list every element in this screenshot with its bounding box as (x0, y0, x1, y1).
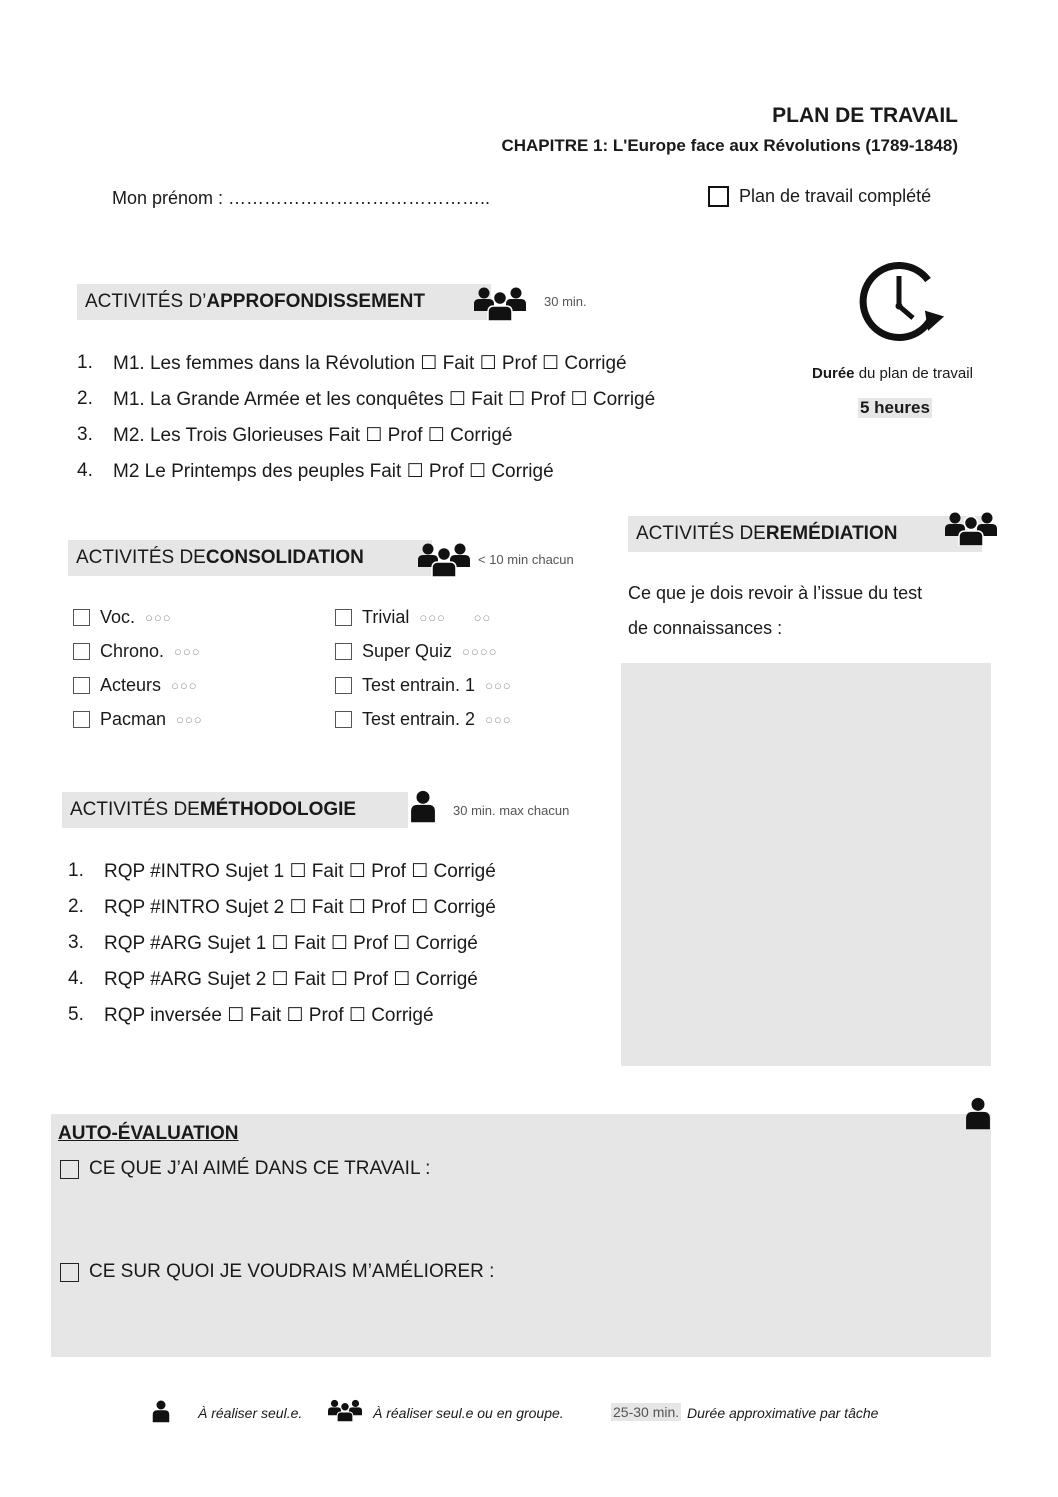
auto-evaluation-title: AUTO-ÉVALUATION (58, 1123, 239, 1144)
list-item[interactable]: 4. RQP #ARG Sujet 2 ☐ Fait ☐ Prof ☐ Corrigé (68, 968, 478, 990)
name-field-label[interactable]: Mon prénom : …………………………………….. (112, 188, 491, 208)
completed-checkbox-row[interactable] (708, 186, 931, 207)
group-icon (474, 285, 526, 321)
person-icon (152, 1399, 170, 1423)
progress-dots[interactable]: ○○○○ (462, 643, 498, 659)
list-item[interactable]: 5. RQP inversée ☐ Fait ☐ Prof ☐ Corrigé (68, 1004, 434, 1026)
activity-item[interactable]: Acteurs ○○○ (73, 668, 203, 702)
list-item[interactable]: 3. M2. Les Trois Glorieuses Fait ☐ Prof ☐ Corrigé (77, 424, 513, 446)
activity-checkbox[interactable] (335, 643, 352, 660)
auto-eval-liked-row[interactable]: CE QUE J’AI AIMÉ DANS CE TRAVAIL : (60, 1158, 430, 1180)
methodologie-heading: ACTIVITÉS DE MÉTHODOLOGIE (62, 792, 408, 828)
activity-checkbox[interactable] (73, 677, 90, 694)
remediation-answer-area[interactable] (621, 663, 991, 1066)
activity-checkbox[interactable] (335, 677, 352, 694)
consolidation-left-column (73, 600, 203, 736)
auto-evaluation-panel (51, 1114, 991, 1357)
duration-value: 5 heures (860, 398, 930, 417)
legend-group: À réaliser seul.e ou en groupe. (373, 1405, 564, 1421)
list-item[interactable]: 4. M2 Le Printemps des peuples Fait ☐ Prof ☐ Corrigé (77, 460, 554, 482)
activity-item[interactable]: Voc. ○○○ (73, 600, 203, 634)
improve-checkbox[interactable] (60, 1263, 79, 1282)
clock-icon (858, 262, 948, 344)
group-icon (944, 510, 998, 546)
activity-checkbox[interactable] (73, 609, 90, 626)
completed-checkbox[interactable] (708, 186, 729, 207)
progress-dots[interactable]: ○○○ (174, 643, 201, 659)
activity-checkbox[interactable] (73, 711, 90, 728)
consolidation-heading: ACTIVITÉS DE CONSOLIDATION (68, 540, 432, 576)
activity-checkbox[interactable] (335, 609, 352, 626)
activity-item[interactable]: Test entrain. 1 ○○○ (335, 668, 512, 702)
list-item[interactable]: 2. M1. La Grande Armée et les conquêtes ☐ Fait ☐ Prof ☐ Corrigé (77, 388, 656, 410)
list-item[interactable]: 2. RQP #INTRO Sujet 2 ☐ Fait ☐ Prof ☐ Corrigé (68, 896, 496, 918)
activity-item[interactable]: Trivial ○○○ ○○ (335, 600, 512, 634)
methodologie-time: 30 min. max chacun (453, 803, 570, 818)
remediation-prompt: Ce que je dois revoir à l’issue du test de connaissances : (628, 583, 923, 638)
list-item[interactable]: 1. M1. Les femmes dans la Révolution ☐ Fait ☐ Prof ☐ Corrigé (77, 352, 627, 374)
progress-dots[interactable]: ○○○ ○○ (419, 609, 492, 625)
activity-item[interactable]: Chrono. ○○○ (73, 634, 203, 668)
legend-time-desc: Durée approximative par tâche (687, 1405, 879, 1421)
group-icon (328, 1398, 362, 1422)
approfondissement-list (77, 352, 655, 496)
activity-item[interactable]: Pacman ○○○ (73, 702, 203, 736)
activity-item[interactable]: Super Quiz ○○○○ (335, 634, 512, 668)
progress-dots[interactable]: ○○○ (145, 609, 172, 625)
person-icon (965, 1096, 991, 1130)
progress-dots[interactable]: ○○○ (176, 711, 203, 727)
page-title: PLAN DE TRAVAIL (772, 104, 958, 127)
group-icon (418, 541, 470, 577)
consolidation-right-column (335, 600, 512, 736)
approfondissement-heading: ACTIVITÉS D’ APPROFONDISSEMENT (77, 284, 491, 320)
person-icon (410, 789, 436, 823)
activity-checkbox[interactable] (73, 643, 90, 660)
methodologie-list (68, 860, 496, 1040)
legend-solo: À réaliser seul.e. (198, 1405, 303, 1421)
activity-checkbox[interactable] (335, 711, 352, 728)
progress-dots[interactable]: ○○○ (171, 677, 198, 693)
remediation-heading: ACTIVITÉS DE REMÉDIATION (628, 516, 982, 552)
chapter-subtitle: CHAPITRE 1: L'Europe face aux Révolutions (1789-1848) (501, 136, 958, 155)
progress-dots[interactable]: ○○○ (485, 711, 512, 727)
consolidation-time: < 10 min chacun (478, 552, 574, 567)
liked-checkbox[interactable] (60, 1160, 79, 1179)
activity-item[interactable]: Test entrain. 2 ○○○ (335, 702, 512, 736)
completed-label: Plan de travail complété (739, 186, 932, 206)
legend-time-sample: 25-30 min. (613, 1404, 680, 1420)
duration-label: Durée du plan de travail (812, 365, 973, 382)
list-item[interactable]: 3. RQP #ARG Sujet 1 ☐ Fait ☐ Prof ☐ Corrigé (68, 932, 478, 954)
approfondissement-time: 30 min. (544, 294, 587, 309)
list-item[interactable]: 1. RQP #INTRO Sujet 1 ☐ Fait ☐ Prof ☐ Corrigé (68, 860, 496, 882)
auto-eval-improve-row[interactable]: CE SUR QUOI JE VOUDRAIS M’AMÉLIORER : (60, 1261, 494, 1283)
progress-dots[interactable]: ○○○ (485, 677, 512, 693)
